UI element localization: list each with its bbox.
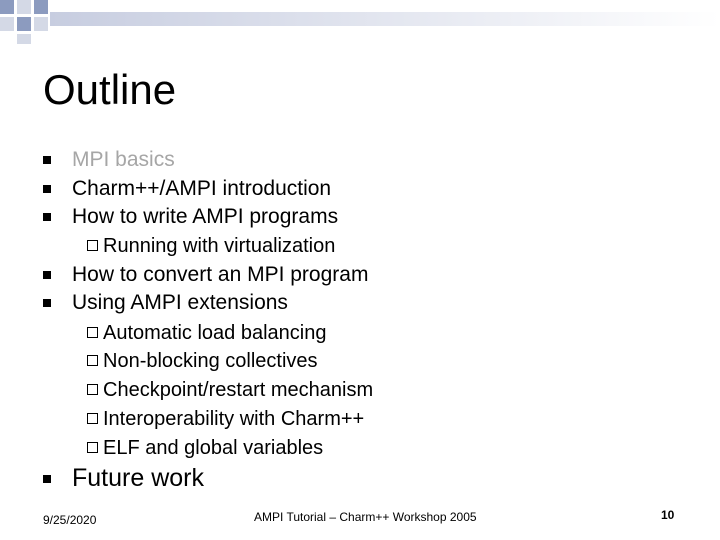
bullet-item: Future work <box>72 464 204 492</box>
sub-bullet-item: Checkpoint/restart mechanism <box>103 379 374 401</box>
bullet-marker <box>43 213 51 221</box>
sub-bullet-marker <box>87 413 98 424</box>
bullet-marker <box>43 271 51 279</box>
page-number: 10 <box>661 508 675 522</box>
bullet-item: How to convert an MPI program <box>72 263 369 286</box>
sub-bullet-item: ELF and global variables <box>103 437 324 459</box>
bullet-item: How to write AMPI programs <box>72 205 339 228</box>
bullet-marker <box>43 156 51 164</box>
bullet-marker <box>43 299 51 307</box>
bullet-item: Charm++/AMPI introduction <box>72 177 332 200</box>
slide-title: Outline <box>43 66 177 113</box>
sub-bullet-marker <box>87 442 98 453</box>
sub-bullet-marker <box>87 327 98 338</box>
bullet-item: Using AMPI extensions <box>72 291 288 314</box>
sub-bullet-item: Running with virtualization <box>103 235 336 257</box>
sub-bullet-marker <box>87 355 98 366</box>
sub-bullet-marker <box>87 240 98 251</box>
sub-bullet-item: Automatic load balancing <box>103 322 327 344</box>
footer-date: 9/25/2020 <box>43 513 97 527</box>
footer-title: AMPI Tutorial – Charm++ Workshop 2005 <box>254 510 477 524</box>
bullet-marker <box>43 185 51 193</box>
sub-bullet-item: Interoperability with Charm++ <box>103 408 365 430</box>
bullet-marker <box>43 475 51 483</box>
sub-bullet-item: Non-blocking collectives <box>103 350 318 372</box>
sub-bullet-marker <box>87 384 98 395</box>
bullet-item: MPI basics <box>72 148 175 171</box>
